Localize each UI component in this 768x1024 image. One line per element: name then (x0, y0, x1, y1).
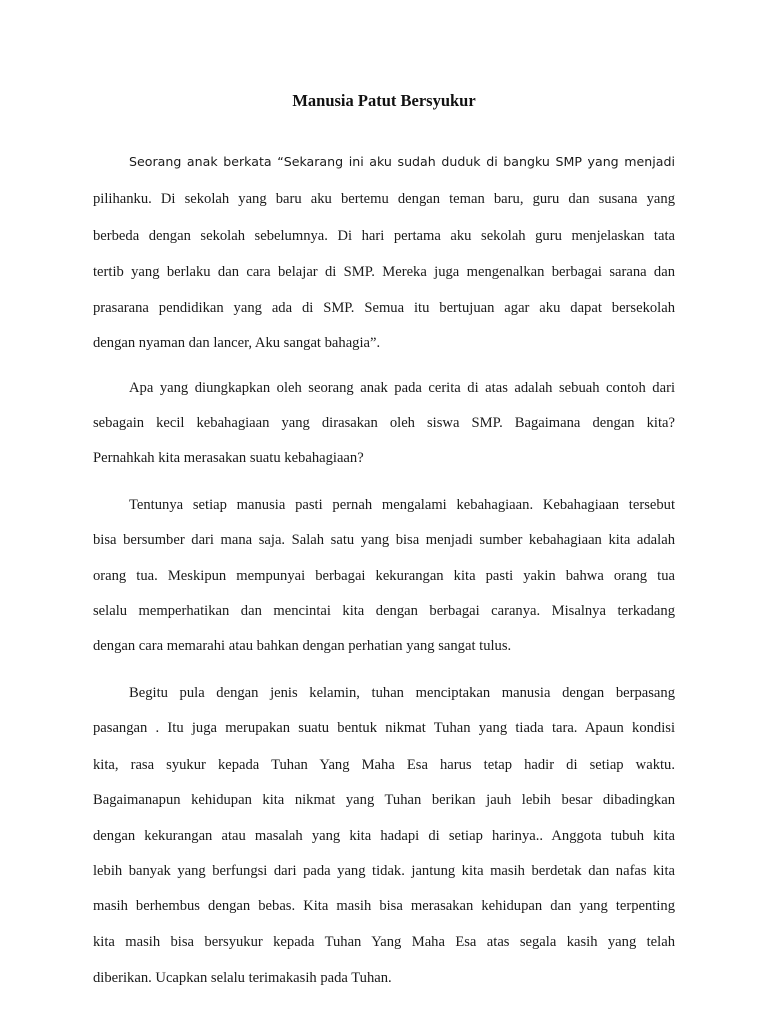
paragraph-1-line-2: pilihanku. Di sekolah yang baru aku bertemu dengan teman baru, guru dan susana yang (93, 191, 675, 207)
paragraph-1-line-4: tertib yang berlaku dan cara belajar di SMP. Mereka juga mengenalkan berbagai sarana dan (93, 264, 675, 280)
paragraph-4-line-8: kita masih bisa bersyukur kepada Tuhan Yang Maha Esa atas segala kasih yang telah (93, 934, 675, 950)
paragraph-3-line-1: Tentunya setiap manusia pasti pernah mengalami kebahagiaan. Kebahagiaan tersebut (129, 497, 675, 513)
paragraph-2-line-2: sebagain kecil kebahagiaan yang dirasakan oleh siswa SMP. Bagaimana dengan kita? (93, 415, 675, 431)
paragraph-3-line-4: selalu memperhatikan dan mencintai kita dengan berbagai caranya. Misalnya terkadang (93, 603, 675, 619)
paragraph-4-line-1: Begitu pula dengan jenis kelamin, tuhan menciptakan manusia dengan berpasang (129, 685, 675, 701)
paragraph-4-line-5: dengan kekurangan atau masalah yang kita hadapi di setiap harinya.. Anggota tubuh kita (93, 828, 675, 844)
paragraph-2-line-1: Apa yang diungkapkan oleh seorang anak pada cerita di atas adalah sebuah contoh dari (129, 380, 675, 396)
paragraph-2-line-3: Pernahkah kita merasakan suatu kebahagiaan? (93, 450, 364, 466)
paragraph-4-line-4: Bagaimanapun kehidupan kita nikmat yang Tuhan berikan jauh lebih besar dibadingkan (93, 792, 675, 808)
paragraph-3-line-2: bisa bersumber dari mana saja. Salah satu yang bisa menjadi sumber kebahagiaan kita adalah (93, 532, 675, 548)
paragraph-1-line-5: prasarana pendidikan yang ada di SMP. Semua itu bertujuan agar aku dapat bersekolah (93, 300, 675, 316)
paragraph-4-line-3: kita, rasa syukur kepada Tuhan Yang Maha Esa harus tetap hadir di setiap waktu. (93, 757, 675, 773)
paragraph-4-line-7: masih berhembus dengan bebas. Kita masih bisa merasakan kehidupan dan yang terpenting (93, 898, 675, 914)
paragraph-4-line-9: diberikan. Ucapkan selalu terimakasih pada Tuhan. (93, 970, 392, 986)
paragraph-1-line-1: Seorang anak berkata “Sekarang ini aku sudah duduk di bangku SMP yang menjadi (129, 154, 675, 169)
paragraph-1-line-6: dengan nyaman dan lancer, Aku sangat bahagia”. (93, 335, 381, 351)
paragraph-4-line-2: pasangan . Itu juga merupakan suatu bentuk nikmat Tuhan yang tiada tara. Apaun kondisi (93, 720, 675, 736)
paragraph-3-line-5: dengan cara memarahi atau bahkan dengan perhatian yang sangat tulus. (93, 638, 512, 654)
paragraph-3-line-3: orang tua. Meskipun mempunyai berbagai kekurangan kita pasti yakin bahwa orang tua (93, 568, 675, 584)
paragraph-1-line-3: berbeda dengan sekolah sebelumnya. Di hari pertama aku sekolah guru menjelaskan tata (93, 228, 675, 244)
document-title: Manusia Patut Bersyukur (292, 91, 476, 110)
paragraph-4-line-6: lebih banyak yang berfungsi dari pada yang tidak. jantung kita masih berdetak dan nafas kita (93, 863, 675, 879)
